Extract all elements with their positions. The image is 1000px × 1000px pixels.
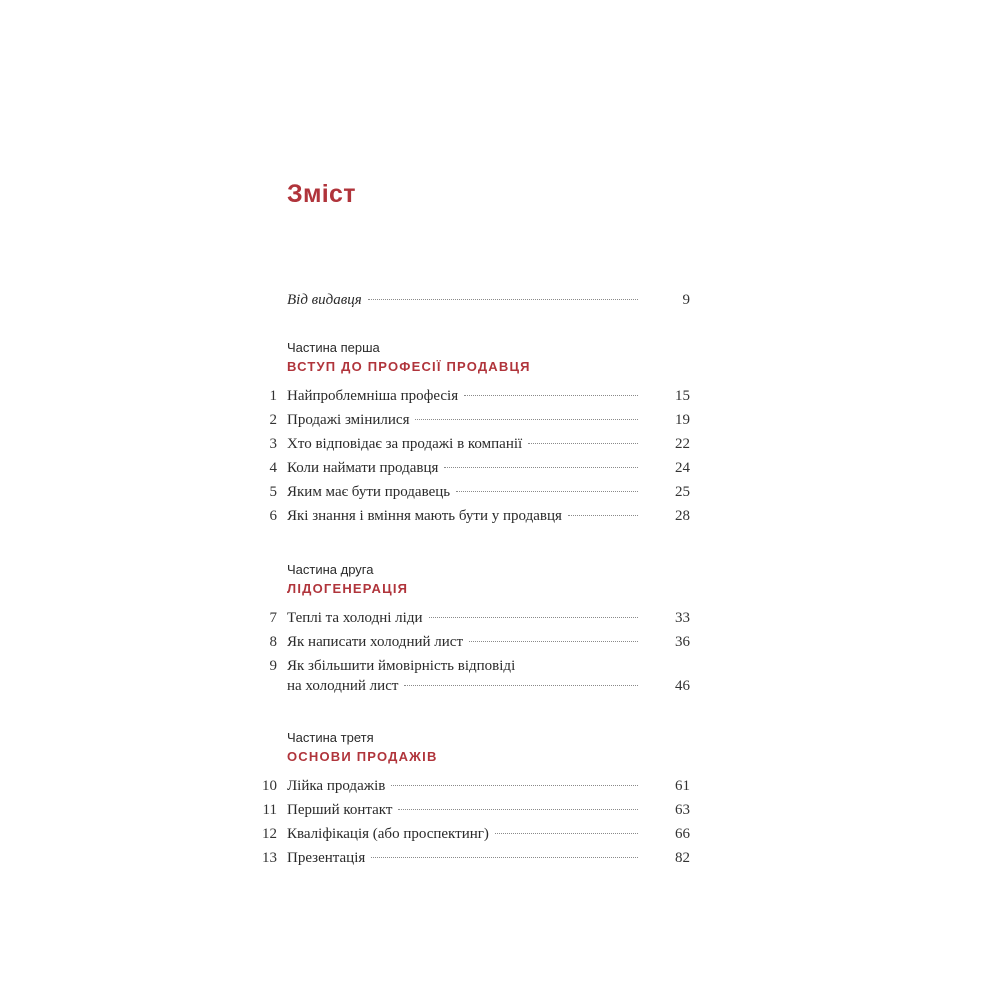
part-title: ВСТУП ДО ПРОФЕСІЇ ПРОДАВЦЯ — [287, 359, 531, 374]
toc-entry-continuation[interactable] — [250, 675, 690, 697]
chapter-number: 7 — [269, 610, 277, 626]
toc-entry[interactable] — [250, 655, 690, 677]
toc-page-number: 36 — [675, 634, 690, 650]
toc-entry-label: Коли наймати продавця — [287, 460, 439, 476]
toc-entry[interactable] — [250, 799, 690, 821]
chapter-number: 13 — [262, 850, 277, 866]
dot-leader — [415, 418, 638, 420]
toc-page-number: 22 — [675, 436, 690, 452]
toc-entry[interactable] — [250, 409, 690, 431]
dot-leader — [456, 490, 638, 492]
toc-entry[interactable] — [250, 607, 690, 629]
toc-entry-label: Від видавця — [287, 292, 362, 308]
toc-entry-label: Продажі змінилися — [287, 412, 410, 428]
dot-leader — [444, 466, 638, 468]
chapter-number: 4 — [269, 460, 277, 476]
toc-page-number: 19 — [675, 412, 690, 428]
toc-page-number: 46 — [675, 678, 690, 694]
toc-entry-label: Лійка продажів — [287, 778, 386, 794]
toc-entry-label: Теплі та холодні ліди — [287, 610, 423, 626]
dot-leader — [368, 298, 638, 300]
toc-page-number: 66 — [675, 826, 690, 842]
chapter-number: 5 — [269, 484, 277, 500]
dot-leader — [568, 514, 638, 516]
part-kicker: Частина перша — [287, 340, 380, 355]
toc-page-number: 61 — [675, 778, 690, 794]
toc-entry-label: Які знання і вміння мають бути у продавця — [287, 508, 562, 524]
toc-page-number: 25 — [675, 484, 690, 500]
toc-entry-label-continued: на холодний лист — [287, 678, 399, 694]
dot-leader — [371, 856, 638, 858]
toc-entry[interactable] — [250, 481, 690, 503]
page-title: Зміст — [287, 180, 356, 208]
dot-leader — [495, 832, 638, 834]
part-kicker: Частина друга — [287, 562, 374, 577]
dot-leader — [528, 442, 638, 444]
toc-entry-label: Перший контакт — [287, 802, 393, 818]
toc-entry[interactable] — [250, 457, 690, 479]
toc-page-number: 82 — [675, 850, 690, 866]
dot-leader — [391, 784, 638, 786]
toc-entry[interactable] — [250, 823, 690, 845]
toc-entry-label: Презентація — [287, 850, 366, 866]
chapter-number: 12 — [262, 826, 277, 842]
toc-page-number: 63 — [675, 802, 690, 818]
toc-entry-label: Як написати холодний лист — [287, 634, 464, 650]
toc-entry-label: Яким має бути продавець — [287, 484, 451, 500]
toc-entry[interactable] — [250, 433, 690, 455]
chapter-number: 10 — [262, 778, 277, 794]
dot-leader — [429, 616, 639, 618]
part-title: ЛІДОГЕНЕРАЦІЯ — [287, 581, 409, 596]
toc-page-number: 33 — [675, 610, 690, 626]
toc-page-number: 28 — [675, 508, 690, 524]
chapter-number: 6 — [269, 508, 277, 524]
chapter-number: 1 — [269, 388, 277, 404]
dot-leader — [404, 684, 638, 686]
chapter-number: 8 — [269, 634, 277, 650]
toc-entry[interactable] — [250, 505, 690, 527]
dot-leader — [469, 640, 638, 642]
toc-entry[interactable] — [250, 385, 690, 407]
dot-leader — [464, 394, 638, 396]
toc-entry[interactable] — [250, 847, 690, 869]
chapter-number: 2 — [269, 412, 277, 428]
part-title: ОСНОВИ ПРОДАЖІВ — [287, 749, 438, 764]
chapter-number: 11 — [262, 802, 277, 818]
toc-entry[interactable] — [250, 775, 690, 797]
toc-entry-label: Найпроблемніша професія — [287, 388, 459, 404]
toc-entry-label: Як збільшити ймовірність відповіді — [287, 658, 516, 674]
dot-leader — [398, 808, 638, 810]
chapter-number: 3 — [269, 436, 277, 452]
part-kicker: Частина третя — [287, 730, 374, 745]
toc-page-number: 9 — [682, 292, 690, 308]
toc-page-number: 24 — [675, 460, 690, 476]
chapter-number: 9 — [269, 658, 277, 674]
toc-entry-label: Хто відповідає за продажі в компанії — [287, 436, 523, 452]
toc-entry-preface[interactable] — [250, 289, 690, 311]
toc-page-number: 15 — [675, 388, 690, 404]
toc-entry-label: Кваліфікація (або проспектинг) — [287, 826, 489, 842]
toc-entry[interactable] — [250, 631, 690, 653]
